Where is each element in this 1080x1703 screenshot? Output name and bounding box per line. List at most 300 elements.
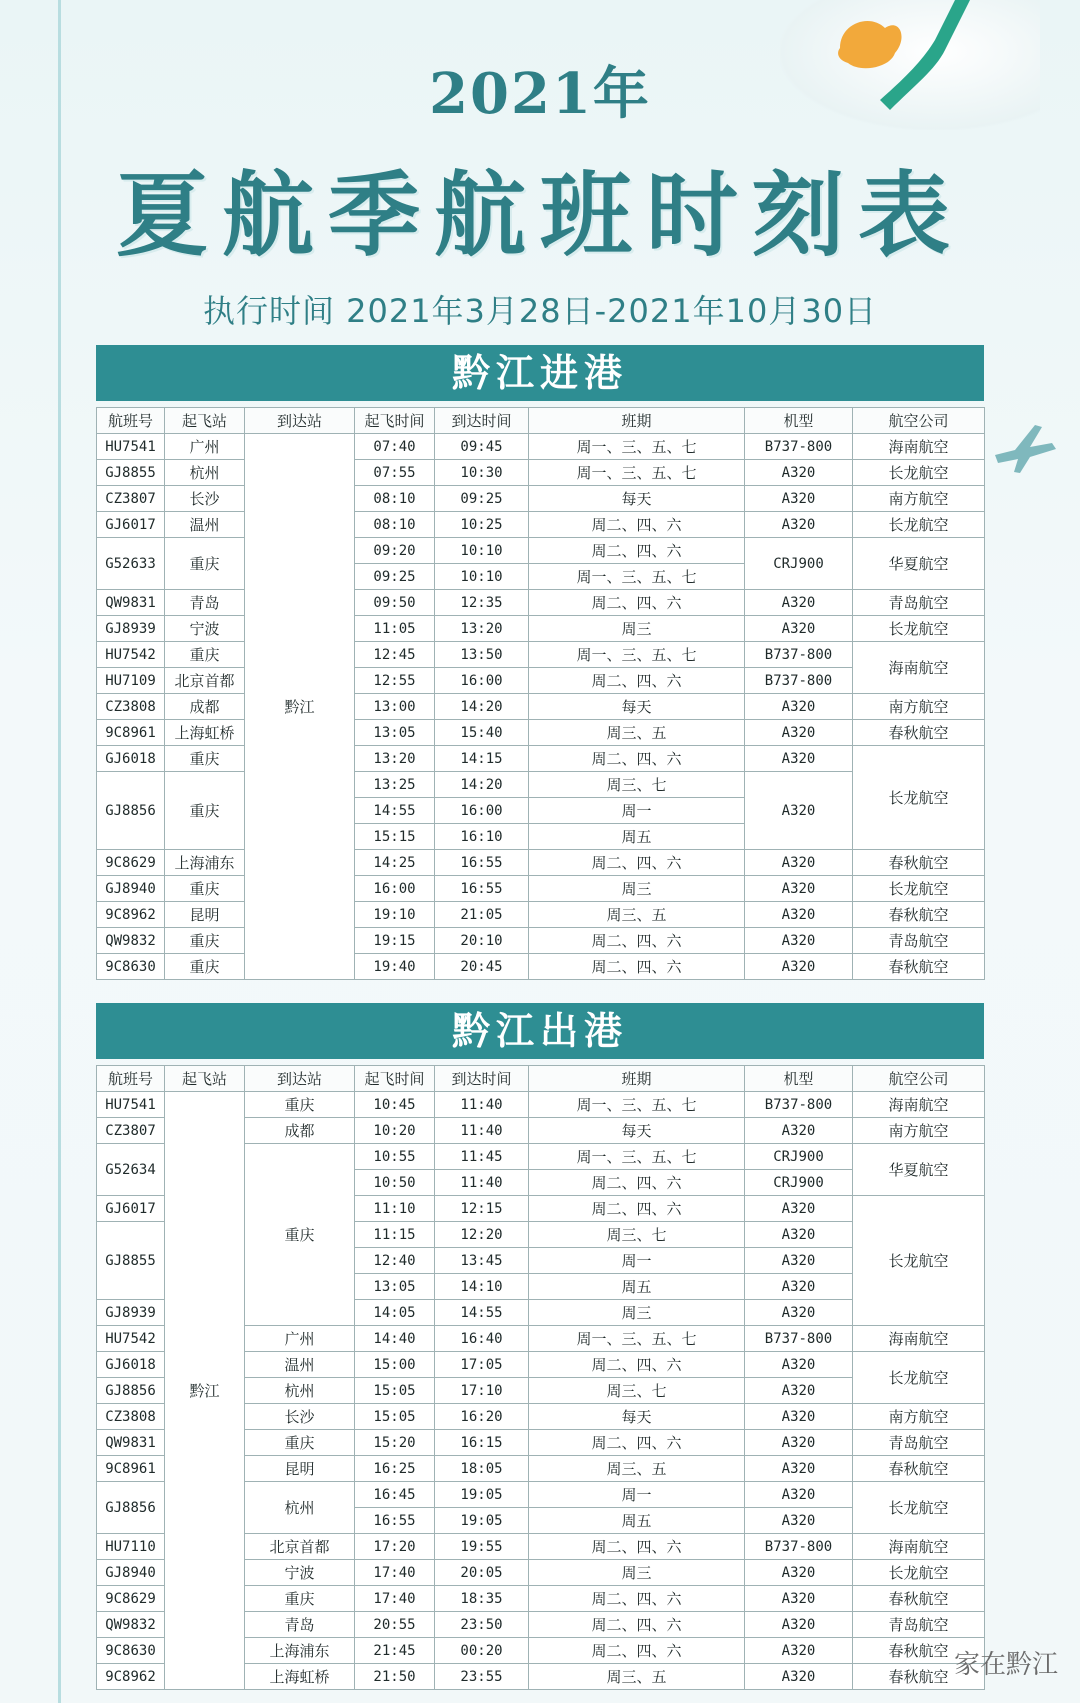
cell-aircraft: A320 bbox=[745, 1222, 853, 1248]
cell-aircraft: A320 bbox=[745, 954, 853, 980]
cell-dep-time: 07:55 bbox=[355, 460, 435, 486]
cell-flight-no: G52634 bbox=[97, 1144, 165, 1196]
cell-airline: 春秋航空 bbox=[853, 1456, 985, 1482]
cell-days: 周三 bbox=[529, 1300, 745, 1326]
cell-days: 周三 bbox=[529, 1560, 745, 1586]
cell-dep-time: 13:05 bbox=[355, 1274, 435, 1300]
cell-arr-time: 16:00 bbox=[435, 798, 529, 824]
cell-airline: 长龙航空 bbox=[853, 746, 985, 850]
cell-destination: 杭州 bbox=[245, 1378, 355, 1404]
cell-arr-time: 17:05 bbox=[435, 1352, 529, 1378]
cell-airline: 长龙航空 bbox=[853, 1196, 985, 1326]
cell-aircraft: A320 bbox=[745, 486, 853, 512]
cell-dep-time: 15:20 bbox=[355, 1430, 435, 1456]
cell-dep-time: 11:15 bbox=[355, 1222, 435, 1248]
table-row bbox=[97, 538, 985, 564]
cell-origin: 重庆 bbox=[165, 954, 245, 980]
cell-arr-time: 12:15 bbox=[435, 1196, 529, 1222]
cell-aircraft: B737-800 bbox=[745, 1092, 853, 1118]
cell-dep-time: 19:15 bbox=[355, 928, 435, 954]
cell-dep-time: 21:50 bbox=[355, 1664, 435, 1690]
cell-aircraft: CRJ900 bbox=[745, 1144, 853, 1170]
cell-aircraft: A320 bbox=[745, 590, 853, 616]
cell-dep-time: 15:15 bbox=[355, 824, 435, 850]
cell-arr-time: 14:10 bbox=[435, 1274, 529, 1300]
cell-dep-time: 09:50 bbox=[355, 590, 435, 616]
cell-dep-time: 13:05 bbox=[355, 720, 435, 746]
cell-arr-time: 16:55 bbox=[435, 850, 529, 876]
cell-days: 周五 bbox=[529, 1508, 745, 1534]
cell-arr-time: 10:10 bbox=[435, 538, 529, 564]
cell-origin: 昆明 bbox=[165, 902, 245, 928]
cell-arr-time: 14:55 bbox=[435, 1300, 529, 1326]
cell-flight-no: GJ8939 bbox=[97, 616, 165, 642]
cell-destination: 重庆 bbox=[245, 1092, 355, 1118]
table-row bbox=[97, 434, 985, 460]
cell-days: 周三、五 bbox=[529, 720, 745, 746]
watermark: 家在黔江 bbox=[953, 1650, 1058, 1680]
cell-dep-time: 08:10 bbox=[355, 512, 435, 538]
cell-airline: 华夏航空 bbox=[853, 1144, 985, 1196]
cell-arr-time: 14:20 bbox=[435, 772, 529, 798]
cell-aircraft: A320 bbox=[745, 1482, 853, 1508]
cell-dep-time: 14:55 bbox=[355, 798, 435, 824]
cell-flight-no: GJ8856 bbox=[97, 1482, 165, 1534]
cell-flight-no: 9C8961 bbox=[97, 720, 165, 746]
cell-airline: 长龙航空 bbox=[853, 876, 985, 902]
cell-airline: 青岛航空 bbox=[853, 1612, 985, 1638]
cell-origin: 上海虹桥 bbox=[165, 720, 245, 746]
cell-days: 周二、四、六 bbox=[529, 928, 745, 954]
cell-flight-no: CZ3807 bbox=[97, 1118, 165, 1144]
cell-dep-time: 14:40 bbox=[355, 1326, 435, 1352]
column-header-days: 班期 bbox=[529, 408, 745, 434]
cell-origin: 成都 bbox=[165, 694, 245, 720]
cell-flight-no: HU7541 bbox=[97, 434, 165, 460]
column-header-flight-no: 航班号 bbox=[97, 408, 165, 434]
column-header-origin: 起飞站 bbox=[165, 1066, 245, 1092]
cell-dep-time: 10:20 bbox=[355, 1118, 435, 1144]
cell-airline: 春秋航空 bbox=[853, 1638, 985, 1664]
cell-dep-time: 08:10 bbox=[355, 486, 435, 512]
cell-airline: 青岛航空 bbox=[853, 1430, 985, 1456]
table-row bbox=[97, 876, 985, 902]
table-row bbox=[97, 460, 985, 486]
cell-airline: 南方航空 bbox=[853, 1118, 985, 1144]
arrivals-title: 黔江进港 bbox=[96, 345, 984, 401]
cell-airline: 长龙航空 bbox=[853, 1560, 985, 1586]
cell-arr-time: 16:20 bbox=[435, 1404, 529, 1430]
cell-arr-time: 10:25 bbox=[435, 512, 529, 538]
cell-airline: 春秋航空 bbox=[853, 954, 985, 980]
cell-days: 周五 bbox=[529, 1274, 745, 1300]
cell-airline: 海南航空 bbox=[853, 1534, 985, 1560]
cell-days: 周二、四、六 bbox=[529, 1430, 745, 1456]
cell-airline: 海南航空 bbox=[853, 642, 985, 694]
cell-dep-time: 16:45 bbox=[355, 1482, 435, 1508]
page-title: 夏航季航班时刻表 bbox=[115, 161, 964, 269]
cell-days: 周二、四、六 bbox=[529, 1612, 745, 1638]
cell-flight-no: GJ6018 bbox=[97, 746, 165, 772]
cell-days: 周一、三、五、七 bbox=[529, 460, 745, 486]
cell-airline: 青岛航空 bbox=[853, 590, 985, 616]
cell-flight-no: GJ8855 bbox=[97, 460, 165, 486]
cell-flight-no: CZ3808 bbox=[97, 694, 165, 720]
cell-airline: 海南航空 bbox=[853, 1326, 985, 1352]
departures-section bbox=[96, 1003, 984, 1690]
cell-aircraft: A320 bbox=[745, 928, 853, 954]
cell-flight-no: CZ3807 bbox=[97, 486, 165, 512]
cell-days: 周一、三、五、七 bbox=[529, 642, 745, 668]
table-row bbox=[97, 616, 985, 642]
column-header-origin: 起飞站 bbox=[165, 408, 245, 434]
cell-arr-time: 10:30 bbox=[435, 460, 529, 486]
cell-origin: 重庆 bbox=[165, 642, 245, 668]
cell-days: 周一、三、五、七 bbox=[529, 434, 745, 460]
cell-flight-no: HU7541 bbox=[97, 1092, 165, 1118]
cell-days: 周二、四、六 bbox=[529, 1196, 745, 1222]
cell-dep-time: 16:00 bbox=[355, 876, 435, 902]
cell-dep-time: 17:40 bbox=[355, 1560, 435, 1586]
cell-origin: 重庆 bbox=[165, 876, 245, 902]
cell-dep-time: 15:00 bbox=[355, 1352, 435, 1378]
cell-days: 周三、五 bbox=[529, 1664, 745, 1690]
cell-days: 周一、三、五、七 bbox=[529, 564, 745, 590]
column-header-aircraft: 机型 bbox=[745, 1066, 853, 1092]
cell-dep-time: 13:25 bbox=[355, 772, 435, 798]
cell-dep-time: 17:40 bbox=[355, 1586, 435, 1612]
cell-days: 每天 bbox=[529, 694, 745, 720]
cell-days: 周二、四、六 bbox=[529, 1170, 745, 1196]
cell-aircraft: A320 bbox=[745, 1430, 853, 1456]
cell-days: 周三、五 bbox=[529, 902, 745, 928]
cell-airline: 南方航空 bbox=[853, 486, 985, 512]
cell-airline: 青岛航空 bbox=[853, 928, 985, 954]
cell-days: 周二、四、六 bbox=[529, 1352, 745, 1378]
cell-arr-time: 13:50 bbox=[435, 642, 529, 668]
cell-dep-time: 19:10 bbox=[355, 902, 435, 928]
table-row bbox=[97, 746, 985, 772]
cell-arr-time: 12:20 bbox=[435, 1222, 529, 1248]
cell-destination: 北京首都 bbox=[245, 1534, 355, 1560]
cell-arr-time: 17:10 bbox=[435, 1378, 529, 1404]
cell-origin: 北京首都 bbox=[165, 668, 245, 694]
cell-aircraft: A320 bbox=[745, 1456, 853, 1482]
cell-flight-no: HU7110 bbox=[97, 1534, 165, 1560]
cell-dep-time: 12:55 bbox=[355, 668, 435, 694]
cell-arr-time: 10:10 bbox=[435, 564, 529, 590]
cell-arr-time: 23:55 bbox=[435, 1664, 529, 1690]
cell-aircraft: A320 bbox=[745, 772, 853, 850]
cell-arr-time: 23:50 bbox=[435, 1612, 529, 1638]
cell-flight-no: HU7542 bbox=[97, 1326, 165, 1352]
cell-origin: 重庆 bbox=[165, 538, 245, 590]
cell-aircraft: A320 bbox=[745, 1612, 853, 1638]
cell-flight-no: GJ8939 bbox=[97, 1300, 165, 1326]
cell-aircraft: A320 bbox=[745, 1638, 853, 1664]
cell-aircraft: A320 bbox=[745, 1118, 853, 1144]
column-header-destination: 到达站 bbox=[245, 1066, 355, 1092]
cell-arr-time: 14:20 bbox=[435, 694, 529, 720]
cell-arr-time: 18:05 bbox=[435, 1456, 529, 1482]
cell-flight-no: 9C8629 bbox=[97, 1586, 165, 1612]
cell-flight-no: 9C8961 bbox=[97, 1456, 165, 1482]
table-row bbox=[97, 486, 985, 512]
cell-destination: 温州 bbox=[245, 1352, 355, 1378]
cell-airline: 南方航空 bbox=[853, 1404, 985, 1430]
table-row bbox=[97, 928, 985, 954]
cell-dep-time: 13:00 bbox=[355, 694, 435, 720]
cell-dep-time: 11:10 bbox=[355, 1196, 435, 1222]
cell-dep-time: 15:05 bbox=[355, 1378, 435, 1404]
cell-flight-no: 9C8962 bbox=[97, 1664, 165, 1690]
cell-destination: 杭州 bbox=[245, 1482, 355, 1534]
arrivals-section bbox=[96, 345, 984, 980]
table-row bbox=[97, 512, 985, 538]
cell-arr-time: 09:25 bbox=[435, 486, 529, 512]
cell-flight-no: QW9832 bbox=[97, 928, 165, 954]
table-row bbox=[97, 642, 985, 668]
column-header-destination: 到达站 bbox=[245, 408, 355, 434]
cell-destination: 上海虹桥 bbox=[245, 1664, 355, 1690]
cell-destination: 青岛 bbox=[245, 1612, 355, 1638]
column-header-airline: 航空公司 bbox=[853, 408, 985, 434]
cell-days: 周二、四、六 bbox=[529, 512, 745, 538]
cell-arr-time: 16:40 bbox=[435, 1326, 529, 1352]
cell-aircraft: B737-800 bbox=[745, 668, 853, 694]
cell-destination: 成都 bbox=[245, 1118, 355, 1144]
cell-aircraft: A320 bbox=[745, 1248, 853, 1274]
cell-aircraft: A320 bbox=[745, 1664, 853, 1690]
cell-origin: 重庆 bbox=[165, 772, 245, 850]
cell-arr-time: 19:05 bbox=[435, 1508, 529, 1534]
cell-flight-no: GJ8940 bbox=[97, 1560, 165, 1586]
cell-airline: 南方航空 bbox=[853, 694, 985, 720]
cell-aircraft: A320 bbox=[745, 1352, 853, 1378]
cell-dep-time: 11:05 bbox=[355, 616, 435, 642]
cell-dep-time: 09:20 bbox=[355, 538, 435, 564]
cell-dep-time: 15:05 bbox=[355, 1404, 435, 1430]
cell-arr-time: 19:05 bbox=[435, 1482, 529, 1508]
cell-dep-time: 14:25 bbox=[355, 850, 435, 876]
cell-arr-time: 09:45 bbox=[435, 434, 529, 460]
arrivals-table bbox=[96, 407, 985, 980]
cell-dep-time: 19:40 bbox=[355, 954, 435, 980]
cell-dep-time: 10:50 bbox=[355, 1170, 435, 1196]
table-row bbox=[97, 590, 985, 616]
cell-destination: 黔江 bbox=[245, 434, 355, 980]
cell-days: 周三、七 bbox=[529, 1378, 745, 1404]
cell-arr-time: 19:55 bbox=[435, 1534, 529, 1560]
cell-aircraft: B737-800 bbox=[745, 642, 853, 668]
cell-dep-time: 21:45 bbox=[355, 1638, 435, 1664]
cell-airline: 春秋航空 bbox=[853, 850, 985, 876]
cell-aircraft: CRJ900 bbox=[745, 1170, 853, 1196]
cell-dep-time: 13:20 bbox=[355, 746, 435, 772]
cell-origin: 上海浦东 bbox=[165, 850, 245, 876]
table-row bbox=[97, 902, 985, 928]
table-row bbox=[97, 850, 985, 876]
cell-arr-time: 16:55 bbox=[435, 876, 529, 902]
cell-days: 周三、七 bbox=[529, 772, 745, 798]
cell-arr-time: 00:20 bbox=[435, 1638, 529, 1664]
cell-dep-time: 12:40 bbox=[355, 1248, 435, 1274]
cell-days: 周一 bbox=[529, 1248, 745, 1274]
schedule-period: 执行时间 2021年3月28日-2021年10月30日 bbox=[202, 292, 878, 330]
cell-aircraft: A320 bbox=[745, 1560, 853, 1586]
cell-days: 周二、四、六 bbox=[529, 1638, 745, 1664]
cell-days: 周二、四、六 bbox=[529, 538, 745, 564]
cell-days: 周二、四、六 bbox=[529, 1586, 745, 1612]
cell-arr-time: 16:00 bbox=[435, 668, 529, 694]
cell-aircraft: A320 bbox=[745, 1404, 853, 1430]
table-row bbox=[97, 954, 985, 980]
cell-origin: 杭州 bbox=[165, 460, 245, 486]
cell-flight-no: QW9831 bbox=[97, 1430, 165, 1456]
cell-dep-time: 14:05 bbox=[355, 1300, 435, 1326]
cell-origin: 黔江 bbox=[165, 1092, 245, 1690]
cell-aircraft: A320 bbox=[745, 1274, 853, 1300]
cell-flight-no: 9C8962 bbox=[97, 902, 165, 928]
cell-dep-time: 16:55 bbox=[355, 1508, 435, 1534]
cell-days: 周一、三、五、七 bbox=[529, 1326, 745, 1352]
cell-days: 周二、四、六 bbox=[529, 746, 745, 772]
cell-arr-time: 11:45 bbox=[435, 1144, 529, 1170]
column-header-arr-time: 到达时间 bbox=[435, 408, 529, 434]
cell-aircraft: B737-800 bbox=[745, 1326, 853, 1352]
column-header-dep-time: 起飞时间 bbox=[355, 408, 435, 434]
cell-destination: 上海浦东 bbox=[245, 1638, 355, 1664]
cell-arr-time: 11:40 bbox=[435, 1092, 529, 1118]
cell-airline: 春秋航空 bbox=[853, 720, 985, 746]
column-header-flight-no: 航班号 bbox=[97, 1066, 165, 1092]
cell-airline: 海南航空 bbox=[853, 1092, 985, 1118]
cell-arr-time: 21:05 bbox=[435, 902, 529, 928]
column-header-dep-time: 起飞时间 bbox=[355, 1066, 435, 1092]
column-header-days: 班期 bbox=[529, 1066, 745, 1092]
cell-arr-time: 11:40 bbox=[435, 1170, 529, 1196]
cell-aircraft: A320 bbox=[745, 512, 853, 538]
cell-destination: 长沙 bbox=[245, 1404, 355, 1430]
cell-days: 周二、四、六 bbox=[529, 1534, 745, 1560]
cell-airline: 长龙航空 bbox=[853, 1352, 985, 1404]
cell-flight-no: 9C8629 bbox=[97, 850, 165, 876]
cell-destination: 昆明 bbox=[245, 1456, 355, 1482]
cell-destination: 重庆 bbox=[245, 1586, 355, 1612]
cell-destination: 宁波 bbox=[245, 1560, 355, 1586]
departures-title: 黔江出港 bbox=[96, 1003, 984, 1059]
cell-flight-no: CZ3808 bbox=[97, 1404, 165, 1430]
cell-aircraft: A320 bbox=[745, 876, 853, 902]
cell-days: 周三、七 bbox=[529, 1222, 745, 1248]
cell-aircraft: A320 bbox=[745, 694, 853, 720]
cell-aircraft: A320 bbox=[745, 1378, 853, 1404]
cell-arr-time: 14:15 bbox=[435, 746, 529, 772]
table-header-row bbox=[97, 1066, 985, 1092]
cell-origin: 重庆 bbox=[165, 746, 245, 772]
cell-flight-no: QW9831 bbox=[97, 590, 165, 616]
cell-days: 周二、四、六 bbox=[529, 850, 745, 876]
cell-flight-no: HU7109 bbox=[97, 668, 165, 694]
cell-days: 周三 bbox=[529, 876, 745, 902]
cell-airline: 春秋航空 bbox=[853, 902, 985, 928]
cell-arr-time: 11:40 bbox=[435, 1118, 529, 1144]
cell-arr-time: 12:35 bbox=[435, 590, 529, 616]
cell-days: 每天 bbox=[529, 1404, 745, 1430]
table-header-row bbox=[97, 408, 985, 434]
cell-aircraft: B737-800 bbox=[745, 434, 853, 460]
cell-aircraft: A320 bbox=[745, 850, 853, 876]
departures-table bbox=[96, 1065, 985, 1690]
cell-airline: 长龙航空 bbox=[853, 616, 985, 642]
cell-flight-no: GJ8856 bbox=[97, 1378, 165, 1404]
cell-destination: 重庆 bbox=[245, 1144, 355, 1326]
cell-aircraft: A320 bbox=[745, 616, 853, 642]
cell-aircraft: CRJ900 bbox=[745, 538, 853, 590]
cell-days: 周三 bbox=[529, 616, 745, 642]
cell-origin: 温州 bbox=[165, 512, 245, 538]
table-row bbox=[97, 694, 985, 720]
cell-arr-time: 15:40 bbox=[435, 720, 529, 746]
column-header-arr-time: 到达时间 bbox=[435, 1066, 529, 1092]
cell-dep-time: 10:45 bbox=[355, 1092, 435, 1118]
cell-days: 每天 bbox=[529, 1118, 745, 1144]
cell-origin: 宁波 bbox=[165, 616, 245, 642]
cell-flight-no: GJ8940 bbox=[97, 876, 165, 902]
cell-flight-no: GJ6017 bbox=[97, 1196, 165, 1222]
cell-arr-time: 20:05 bbox=[435, 1560, 529, 1586]
cell-aircraft: A320 bbox=[745, 746, 853, 772]
cell-aircraft: B737-800 bbox=[745, 1534, 853, 1560]
cell-origin: 长沙 bbox=[165, 486, 245, 512]
column-header-airline: 航空公司 bbox=[853, 1066, 985, 1092]
page-header bbox=[0, 50, 1080, 332]
cell-arr-time: 20:10 bbox=[435, 928, 529, 954]
cell-arr-time: 20:45 bbox=[435, 954, 529, 980]
cell-flight-no: GJ8855 bbox=[97, 1222, 165, 1300]
cell-airline: 长龙航空 bbox=[853, 460, 985, 486]
cell-dep-time: 10:55 bbox=[355, 1144, 435, 1170]
cell-origin: 广州 bbox=[165, 434, 245, 460]
table-row bbox=[97, 1092, 985, 1118]
cell-aircraft: A320 bbox=[745, 1586, 853, 1612]
cell-aircraft: A320 bbox=[745, 1196, 853, 1222]
table-row bbox=[97, 668, 985, 694]
cell-aircraft: A320 bbox=[745, 1508, 853, 1534]
cell-flight-no: GJ6018 bbox=[97, 1352, 165, 1378]
airplane-icon bbox=[990, 415, 1060, 475]
cell-airline: 长龙航空 bbox=[853, 512, 985, 538]
cell-destination: 重庆 bbox=[245, 1430, 355, 1456]
cell-days: 周一、三、五、七 bbox=[529, 1092, 745, 1118]
cell-aircraft: A320 bbox=[745, 460, 853, 486]
cell-dep-time: 20:55 bbox=[355, 1612, 435, 1638]
cell-airline: 海南航空 bbox=[853, 434, 985, 460]
cell-destination: 广州 bbox=[245, 1326, 355, 1352]
cell-airline: 春秋航空 bbox=[853, 1586, 985, 1612]
cell-dep-time: 16:25 bbox=[355, 1456, 435, 1482]
cell-airline: 长龙航空 bbox=[853, 1482, 985, 1534]
cell-arr-time: 13:45 bbox=[435, 1248, 529, 1274]
cell-flight-no: G52633 bbox=[97, 538, 165, 590]
cell-days: 周一 bbox=[529, 798, 745, 824]
cell-days: 周三、五 bbox=[529, 1456, 745, 1482]
cell-arr-time: 16:10 bbox=[435, 824, 529, 850]
cell-arr-time: 18:35 bbox=[435, 1586, 529, 1612]
title-year: 2021年 bbox=[429, 61, 651, 127]
cell-days: 周二、四、六 bbox=[529, 590, 745, 616]
cell-airline: 春秋航空 bbox=[853, 1664, 985, 1690]
